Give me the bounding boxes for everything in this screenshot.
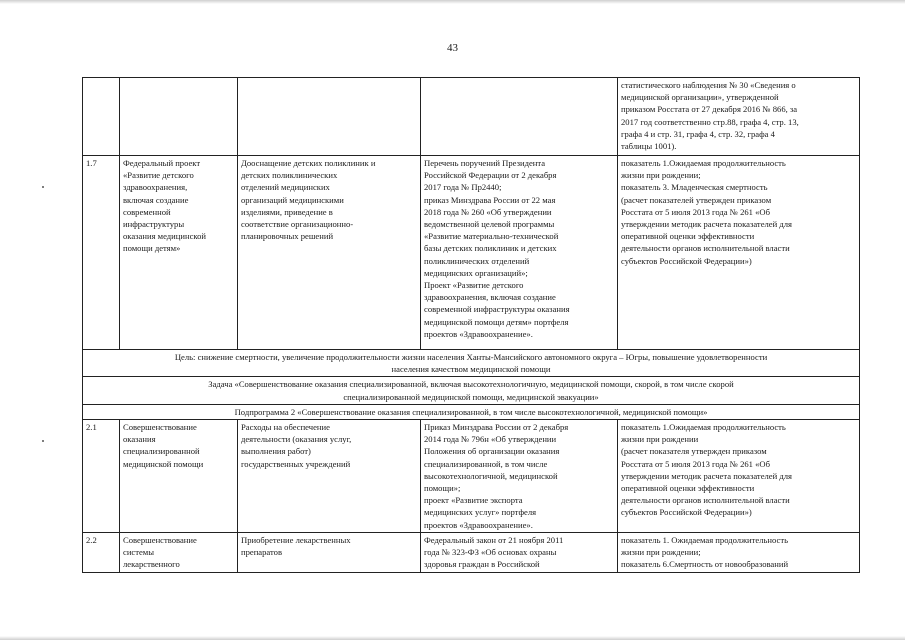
indicator-cell: показатель 1.Ожидаемая продолжительность жизни при рождении; показатель 3. Младенческая смертность (расчет показателей утвержден приказом Росстата от 5 июля 2013 года № 261 «Об утверждении методик расчета показателей для оперативной оценки эффективности деятельности органов исполнительной власти субъектов Российской Федерации»): [618, 156, 860, 350]
row-number-cell: 2.1: [83, 420, 120, 533]
project-cell: Совершенствование системы лекарственного: [120, 532, 238, 572]
page-number: 43: [447, 42, 458, 54]
scan-speck: [42, 440, 44, 442]
activity-cell: Расходы на обеспечение деятельности (оказания услуг, выполнения работ) государственных учреждений: [238, 420, 421, 533]
project-cell: Совершенствование оказания специализированной медицинской помощи: [120, 420, 238, 533]
project-cell: Федеральный проект «Развитие детского здравоохранения, включая создание современной инфраструктуры оказания медицинской помощи детям»: [120, 156, 238, 350]
row-number-cell: 2.2: [83, 532, 120, 572]
basis-cell: Приказ Минздрава России от 2 декабря 2014 года № 796н «Об утверждении Положения об организации оказания специализированной, в том числе высокотехнологичной, медицинской помощи»; проект «Развитие экспорта медицинских услуг» портфеля проектов «Здравоохранение».: [421, 420, 618, 533]
goal-row: [83, 350, 860, 377]
task-row: [83, 377, 860, 404]
basis-cell: [421, 78, 618, 156]
row-number-cell: 1.7: [83, 156, 120, 350]
activity-cell: Дооснащение детских поликлиник и детских поликлинических отделений медицинских организаций медицинскими изделиями, приведение в соответствие организационно- планировочных решений: [238, 156, 421, 350]
activity-cell: [238, 78, 421, 156]
task-cell: Задача «Совершенствование оказания специализированной, включая высокотехнологичную, медицинской помощи, скорой, в том числе скорой специализированной медицинской помощи, медицинской эвакуации»: [83, 377, 860, 404]
program-table: [82, 77, 860, 573]
indicator-cell: показатель 1.Ожидаемая продолжительность жизни при рождении (расчет показателя утвержден приказом Росстата от 5 июля 2013 года № 261 «Об утверждении методик расчета показателей для оперативной оценки эффективности деятельности органов исполнительной власти субъектов Российской Федерации»): [618, 420, 860, 533]
indicator-cell: статистического наблюдения № 30 «Сведения о медицинской организации», утвержденной приказом Росстата от 27 декабря 2016 № 866, за 2017 год соответственно стр.88, графа 4, стр. 13, графа 4 и стр. 31, графа 4, стр. 32, графа 4 таблицы 1001).: [618, 78, 860, 156]
table-row: [83, 532, 860, 572]
row-number-cell: [83, 78, 120, 156]
scan-edge-bottom: [0, 636, 905, 640]
table-row: [83, 156, 860, 350]
project-cell: [120, 78, 238, 156]
activity-cell: Приобретение лекарственных препаратов: [238, 532, 421, 572]
basis-cell: Федеральный закон от 21 ноября 2011 года № 323-ФЗ «Об основах охраны здоровья граждан в Российской: [421, 532, 618, 572]
subprogram-cell: Подпрограмма 2 «Совершенствование оказания специализированной, в том числе высокотехнологичной, медицинской помощи»: [83, 404, 860, 419]
subprogram-row: [83, 404, 860, 419]
table-row: [83, 420, 860, 533]
basis-cell: Перечень поручений Президента Российской Федерации от 2 декабря 2017 года № Пр2440; приказ Минздрава России от 22 мая 2018 года № 260 «Об утверждении ведомственной целевой программы «Развитие материально-технической базы детских поликлиник и детских поликлинических отделений медицинских организаций»; Проект «Развитие детского здравоохранения, включая создание современной инфраструктуры оказания медицинской помощи детям» портфеля проектов «Здравоохранение».: [421, 156, 618, 350]
goal-cell: Цель: снижение смертности, увеличение продолжительности жизни населения Ханты-Мансийского автономного округа – Югры, повышение удовлетворенности населения качеством медицинской помощи: [83, 350, 860, 377]
scan-edge-top: [0, 0, 905, 4]
indicator-cell: показатель 1. Ожидаемая продолжительность жизни при рождении; показатель 6.Смертность от новообразований: [618, 532, 860, 572]
scan-speck: [42, 186, 44, 188]
table-row: [83, 78, 860, 156]
